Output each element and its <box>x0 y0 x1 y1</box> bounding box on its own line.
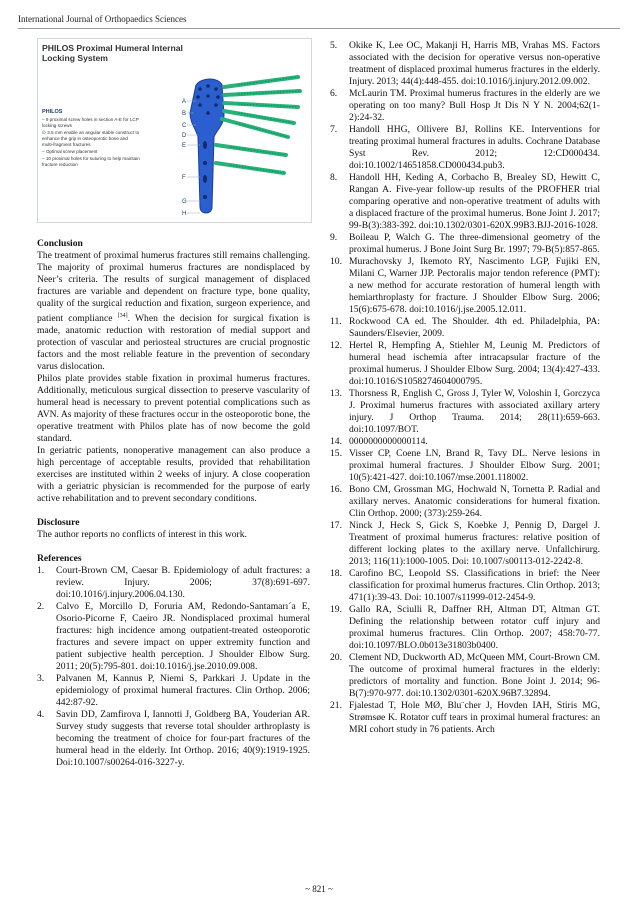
figure-bullet: – Optimal screw placement <box>42 149 98 155</box>
reference-item: 13. Thorsness R, English C, Gross J, Tyler W, Voloshin I, Gorczyca J. Proximal humerus fractures with associated axillary artery injury. J Orthop Trauma. 2014; 28(11):659-663. doi:10.1097/BOT. <box>330 388 600 435</box>
reference-item: 4. Savin DD, Zamfirova I, Iannotti J, Goldberg BA, Youderian AR. Survey study suggests that reverse total shoulder arthroplasty is becoming the treatment of choice for four-part fractures of the humeral head in the elderly. Int Orthop. 2016; 40(9):1919-1925. Doi:10.1007/s00264-016-3227-y. <box>37 709 310 769</box>
hole-letter: E <box>182 143 187 149</box>
references-heading: References <box>37 553 82 565</box>
reference-item: 12. Hertel R, Hempfing A, Stiehler M, Leunig M. Predictors of humeral head ischemia after intracapsular fracture of the proximal humerus. J Shoulder Elbow Surg. 2004; 13(4):427-433. doi:10.1016/S1058274604000795. <box>330 340 600 387</box>
reference-item: 18. Carofino BC, Leopold SS. Classifications in brief: the Neer classification for proximal humerus fractures. Clin Orthop. 2013; 471(1):39-43. Doi: 10.1007/s11999-012-2454-9. <box>330 568 600 603</box>
reference-item: 19. Gallo RA, Sciulli R, Daffner RH, Altman DT, Altman GT. Defining the relationship between rotator cuff injury and proximal humerus fractures. Clin Orthop. 2007; 458:70-77. doi:10.1097/BLO.0b013e31803b0400. <box>330 604 600 651</box>
figure-bullets <box>42 117 140 169</box>
figure-bullet: – 9 proximal screw holes in section A-E for LCP locking screws <box>42 117 139 129</box>
hole-letter: D <box>182 133 187 139</box>
reference-item: 16. Bono CM, Grossman MG, Hochwald N, Tornetta P. Radial and axillary nerves. Anatomic considerations for humeral fixation. Clin Orthop. 2000; (373):259-264. <box>330 484 600 519</box>
conclusion-section <box>37 238 310 505</box>
hole-letter: A <box>182 99 187 105</box>
conclusion-heading: Conclusion <box>37 238 83 249</box>
reference-item: 21. Fjalestad T, Hole MØ, Blu¨cher J, Hovden IAH, Stiris MG, Strømsøe K. Rotator cuff tears in proximal humeral fractures: an MRI cohort study in 76 patients. Arch <box>330 700 600 735</box>
hole-letter: C <box>182 123 187 129</box>
left-column <box>37 38 310 769</box>
philos-figure <box>37 38 312 223</box>
header-rule <box>18 28 620 29</box>
reference-item: 15. Visser CP, Coene LN, Brand R, Tavy DL. Nerve lesions in proximal humeral fractures. J Shoulder Elbow Surg. 2001; 10(5):421-427. doi:10.1067/mse.2001.118002. <box>330 448 600 483</box>
reference-item: 1. Court-Brown CM, Caesar B. Epidemiology of adult fractures: a review. Injury. 2006; 37(8):691-697. doi:10.1016/j.injury.2006.04.130. <box>37 565 310 601</box>
reference-item: 20. Clement ND, Duckworth AD, McQueen MM, Court-Brown CM. The outcome of proximal humeral fractures in the elderly: predictors of mortality and function. Bone Joint J. 2014; 96-B(7):970-977. doi:10.1302/0301-620X.96B7.32894. <box>330 652 600 699</box>
reference-item: 11. Rockwood CA ed. The Shoulder. 4th ed. Philadelphia, PA: Saunders/Elsevier, 2009. <box>330 316 600 339</box>
hole-letter: H <box>182 211 187 217</box>
reference-item: 5. Okike K, Lee OC, Makanji H, Harris MB, Vrahas MS. Factors associated with the decision for operative versus non-operative treatment of displaced proximal humerus fractures in the elderly. Injury. 2013; 44(4):448-455. doi:10.1016/j.injury.2012.09.002. <box>330 40 600 87</box>
journal-header: International Journal of Orthopaedics Sciences <box>18 14 187 24</box>
reference-item: 6. McLaurin TM. Proximal humerus fractures in the elderly are we operating on too many? Bull Hosp Jt Dis N Y N. 2004;62(1-2):24-32. <box>330 88 600 123</box>
conclusion-paragraph-2: Philos plate provides stable fixation in proximal humerus fractures. Additionally, meticulous surgical dissection to preserve vascularity of humeral head is necessary to prevent potential complications such as AVN. As majority of these fractures occur in the osteoporotic bone, the operative treatment with Philos plate has of now become the gold standard. <box>37 373 310 445</box>
reference-item: 8. Handoll HH, Keding A, Corbacho B, Brealey SD, Hewitt C, Rangan A. Five-year follow-up results of the PROFHER trial comparing operative and non-operative treatment of adults with a displaced fracture of the proximal humerus. Bone Joint J. 2017; 99-B(3):383-392. doi:10.1302/0301-620X.99B3.BJJ-2016-1028. <box>330 172 600 231</box>
references-section <box>37 553 310 769</box>
citation: [34] <box>117 313 128 319</box>
figure-bullet: – 10 proximal holes for suturing to help maintain fracture reduction <box>42 155 140 167</box>
reference-list-left <box>37 565 310 769</box>
right-column <box>330 40 600 736</box>
conclusion-paragraph-3: In geriatric patients, nonoperative management can also produce a high percentage of acceptable results, provided that rehabilitation exercises are instituted within 2 weeks of injury. A close cooperation with a geriatric physician is recommended for the purpose of early active rehabilitation and to prevent secondary conditions. <box>37 445 310 505</box>
reference-item: 9. Boileau P, Walch G. The three-dimensional geometry of the proximal humerus. J Bone Joint Surg Br. 1997; 79-B(5):857-865. <box>330 232 600 255</box>
reference-item: 2. Calvo E, Morcillo D, Foruria AM, Redondo-Santamarı´a E, Osorio-Picorne F, Caeiro JR. Nondisplaced proximal humeral fractures: high incidence among outpatient-treated osteoporotic fractures and severe impact on upper extremity function and patient subjective health perception. J Shoulder Elbow Surg. 2011; 20(5):795-801. doi:10.1016/j.jse.2010.09.008. <box>37 601 310 673</box>
reference-item: 17. Ninck J, Heck S, Gick S, Koebke J, Pennig D, Dargel J. Treatment of proximal humerus fractures: relative position of different locking plates to the axillary nerve. Unfallchirurg. 2013; 116(11):1000-1005. Doi: 10.1007/s00113-012-2242-8. <box>330 520 600 567</box>
reference-item: 14. 0000000000000114. <box>330 436 428 447</box>
page-number: ~ 821 ~ <box>305 884 333 894</box>
reference-item: 10. Murachovsky J, Ikemoto RY, Nascimento LGP, Fujiki EN, Milani C, Warner JJP. Pectoralis major tendon reference (PMT): a new method for accurate restoration of humeral length with hemiarthroplasty for fracture. J Shoulder Elbow Surg. 2006; 15(6):675-678. doi:10.1016/j.jse.2005.12.011. <box>330 256 600 315</box>
figure-title: PHILOS Proximal Humeral Internal Locking System <box>42 43 183 63</box>
hole-letter: F <box>182 175 186 181</box>
reference-item: 7. Handoll HHG, Ollivere BJ, Rollins KE. Interventions for treating proximal humeral fractures in adults. Cochrane Database Syst Rev. 2012; 12:CD000434. doi:10.1002/14651858.CD000434.pub3. <box>330 124 600 171</box>
hole-letter: G <box>182 199 187 205</box>
conclusion-paragraph-1: The treatment of proximal humerus fractures still remains challenging. The majority of proximal humerus fractures are nondisplaced by Neer’s criteria. The results of surgical management of displaced fractures are variable and dependent on fracture type, bone quality, quality of the surgical reduction and fixation, surgeon experience, and patient compliance [34]. When the decision for surgical fixation is made, anatomic reduction with restoration of medial support and protection of vascular and periosteal structures are crucial prognostic factors and the most reliable feature in the prevention of secondary varus dislocation. <box>37 250 310 373</box>
disclosure-heading: Disclosure <box>37 517 80 529</box>
hole-letter: B <box>182 111 187 117</box>
disclosure-section <box>37 517 310 541</box>
figure-bullet: ∅ 3.5 mm enable an angular stable construct to enhance the grip in osteoporotic bone and multi-fragment fractures <box>42 129 140 148</box>
philos-plate-illustration <box>138 75 308 220</box>
figure-label-heading: PHILOS <box>42 109 63 115</box>
reference-list-right <box>330 40 600 736</box>
reference-item: 3. Palvanen M, Kannus P, Niemi S, Parkkari J. Update in the epidemiology of proximal humeral fractures. Clin Orthop. 2006; 442:87-92. <box>37 673 310 709</box>
disclosure-text: The author reports no conflicts of interest in this work. <box>37 529 247 541</box>
